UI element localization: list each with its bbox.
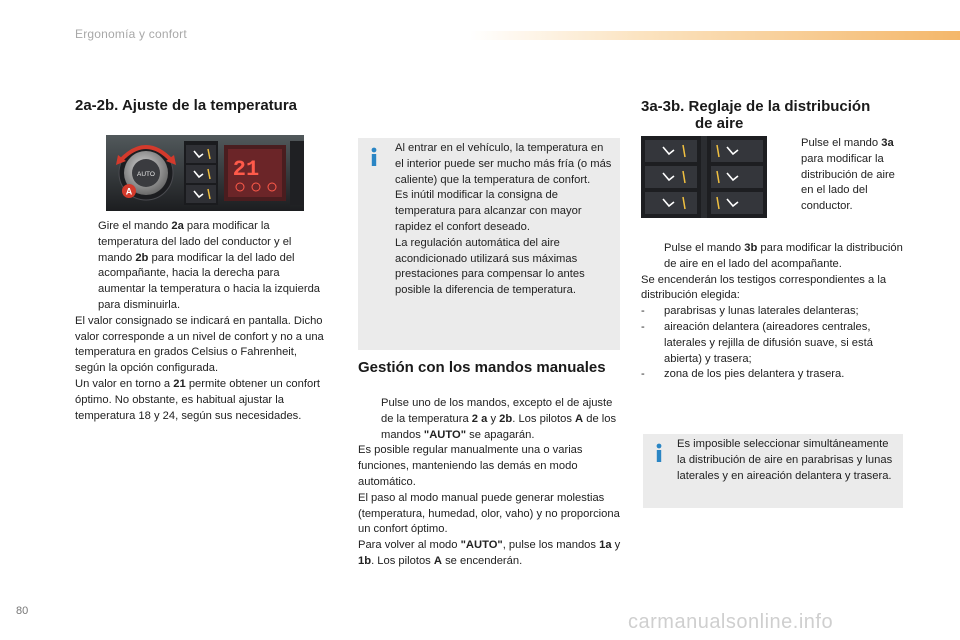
dash-mark: - — [641, 305, 645, 318]
distribution-section-body — [641, 241, 906, 383]
bullet-press-3b — [641, 241, 906, 273]
info-icon — [368, 147, 380, 167]
dash-item — [641, 320, 906, 367]
text-run: se encenderán. — [441, 554, 523, 567]
bullet-rotate-knob — [75, 219, 327, 314]
text-run: Para volver al modo — [358, 539, 461, 552]
control-ref: 2 a — [471, 412, 488, 425]
dash-text: aireación delantera (aireadores centrales, laterales y rejilla de difusión suave, si está abierta) y trasera; — [664, 320, 873, 365]
text-run: permite obtener un confort óptimo. No obstante, es habitual ajustar la temperatura 18 y 24, según sus necesidades. — [75, 377, 321, 422]
text-run: . Los pilotos — [371, 554, 434, 567]
dash-item — [641, 367, 906, 383]
control-ref: "AUTO" — [423, 428, 467, 441]
info-text: Es imposible seleccionar simultáneamente la distribución de aire en parabrisas y lunas laterales y en aireación delantera y trasera. — [677, 438, 893, 482]
text-run: . Los pilotos — [512, 412, 576, 425]
text-run: , pulse los mandos — [502, 539, 600, 552]
temperature-section-title: 2a-2b. Ajuste de la temperatura — [75, 97, 298, 114]
temperature-control-photo — [106, 135, 304, 211]
dash-mark: - — [641, 320, 645, 333]
text-run: para modificar la temperatura del lado del conductor y el mando — [98, 220, 292, 264]
control-ref: 1a — [599, 539, 612, 552]
control-ref: 3b — [744, 242, 758, 254]
manual-section-body — [358, 396, 624, 570]
control-ref: 2b — [499, 412, 513, 425]
value-ref: 21 — [173, 377, 186, 390]
text-run: Un valor en torno a — [75, 377, 174, 390]
text-run: Pulse el mando — [664, 242, 745, 254]
paragraph — [358, 538, 624, 570]
title-line: de aire — [695, 115, 744, 132]
bullet-press-control — [358, 396, 624, 443]
info-line: La regulación automática del aire acondicionado utilizará sus máximas prestaciones para compensar lo antes posible la diferencia de temperatura. — [395, 236, 585, 297]
auto-label: AUTO — [137, 171, 155, 178]
paragraph — [75, 377, 327, 424]
info-box-distribution — [643, 434, 903, 508]
distribution-control-photo — [641, 136, 767, 218]
bullet-press-3a — [778, 136, 908, 215]
text-run: para modificar la distribución de aire en el lado del conductor. — [801, 152, 895, 213]
paragraph: El valor consignado se indicará en pantalla. Dicho valor corresponde a un nivel de confort y no a una temperatura en grados Celsius o Fahrenheit, según la opción configurada. — [75, 314, 324, 375]
info-line: Es inútil modificar la consigna de temperatura para alcanzar con mayor rapidez el confort deseado. — [395, 189, 582, 233]
dash-mark: - — [641, 368, 645, 381]
paragraph: Es posible regular manualmente una o varias funciones, manteniendo las demás en modo automático. — [358, 444, 583, 488]
text-run: para modificar la del lado del acompañante, hacia la derecha para aumentar la temperatura o hacia la izquierda para disminuirla. — [98, 251, 321, 311]
section-header: Ergonomía y confort — [75, 27, 187, 41]
text-run: y — [487, 412, 500, 425]
dash-text: zona de los pies delantera y trasera. — [664, 368, 845, 381]
paragraph: Se encenderán los testigos correspondientes a la distribución elegida: — [641, 273, 887, 302]
text-run: y — [611, 539, 621, 552]
text-run: de los mandos — [381, 412, 617, 441]
text-run: se apagarán. — [466, 428, 535, 441]
temperature-section-body — [75, 219, 327, 424]
knob-marker-a: A — [125, 186, 133, 197]
text-run: Pulse el mando — [801, 137, 882, 149]
paragraph: El paso al modo manual puede generar molestias (temperatura, humedad, olor, vaho) y no proporciona un confort óptimo. — [358, 491, 620, 536]
control-ref: 1b — [358, 554, 372, 567]
page-number: 80 — [16, 605, 29, 617]
text-run: Gire el mando — [98, 220, 172, 232]
control-ref: 2b — [135, 251, 149, 264]
info-line: Al entrar en el vehículo, la temperatura en el interior puede ser mucho más fría (o más caliente) que la temperatura de confort. — [395, 142, 612, 186]
info-text — [395, 141, 613, 299]
header-accent-bar — [470, 31, 960, 40]
manual-section-title: Gestión con los mandos manuales — [358, 359, 606, 376]
info-box-temperature — [358, 138, 620, 350]
dash-text: parabrisas y lunas laterales delanteras; — [664, 305, 859, 318]
info-icon — [653, 443, 665, 463]
distribution-bullet-driver — [778, 136, 908, 215]
control-ref: A — [433, 554, 442, 567]
text-run: Pulse uno de los mandos, excepto el de ajuste de la temperatura — [381, 397, 613, 425]
title-line: 3a-3b. Reglaje de la distribución — [641, 98, 871, 115]
text-run: para modificar la distribución de aire en el lado del acompañante. — [664, 242, 903, 270]
control-ref: 2a — [171, 220, 184, 232]
temperature-display-value: 21 — [232, 157, 260, 182]
control-ref: 3a — [881, 137, 894, 149]
control-ref: "AUTO" — [460, 539, 503, 552]
control-ref: A — [575, 412, 584, 425]
distribution-section-title — [641, 98, 911, 132]
dash-item — [641, 304, 906, 320]
watermark: carmanualsonline.info — [628, 611, 834, 633]
